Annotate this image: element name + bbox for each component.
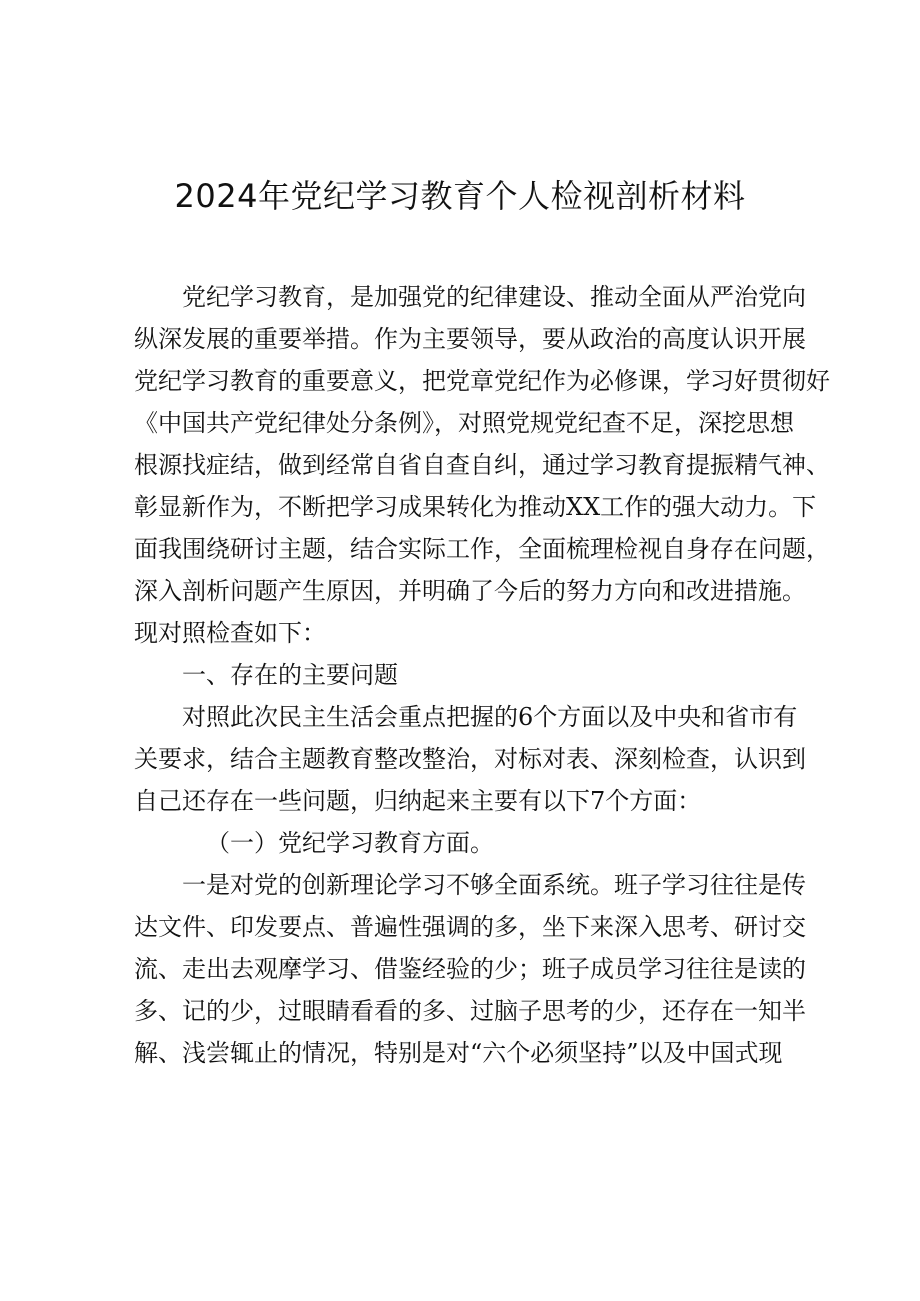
subsection-heading: （一）党纪学习教育方面。 xyxy=(206,829,494,857)
text-line: 党纪学习教育的重要意义，把党章党纪作为必修课，学习好贯彻好 xyxy=(134,367,830,395)
intro-paragraph xyxy=(134,276,830,654)
document-title: 2024年党纪学习教育个人检视剖析材料 xyxy=(174,177,746,215)
subsection-paragraph xyxy=(134,864,806,1074)
text-line: 面我围绕研讨主题，结合实际工作，全面梳理检视自身存在问题， xyxy=(134,535,830,563)
text-line: 现对照检查如下： xyxy=(134,619,326,647)
text-line: 流、走出去观摩学习、借鉴经验的少；班子成员学习往往是读的 xyxy=(134,955,806,983)
text-line: 深入剖析问题产生原因，并明确了今后的努力方向和改进措施。 xyxy=(134,577,806,605)
document-body xyxy=(134,276,830,1074)
text-line: 《中国共产党纪律处分条例》，对照党规党纪查不足，深挖思想 xyxy=(134,409,794,437)
text-line: 达文件、印发要点、普遍性强调的多，坐下来深入思考、研讨交 xyxy=(134,913,806,941)
text-line: 根源找症结，做到经常自省自查自纠，通过学习教育提振精气神、 xyxy=(134,451,830,479)
text-line: 党纪学习教育，是加强党的纪律建设、推动全面从严治党向 xyxy=(182,283,806,311)
text-line: 对照此次民主生活会重点把握的6个方面以及中央和省市有 xyxy=(182,703,798,731)
text-line: 彰显新作为，不断把学习成果转化为推动XX工作的强大动力。下 xyxy=(134,493,817,521)
text-line: 多、记的少，过眼睛看看的多、过脑子思考的少，还存在一知半 xyxy=(134,997,806,1025)
text-line: 纵深发展的重要举措。作为主要领导，要从政治的高度认识开展 xyxy=(134,325,806,353)
text-line: 自己还存在一些问题，归纳起来主要有以下7个方面： xyxy=(134,787,702,815)
section-paragraph xyxy=(134,696,806,822)
text-line: 一是对党的创新理论学习不够全面系统。班子学习往往是传 xyxy=(182,871,806,899)
section-heading: 一、存在的主要问题 xyxy=(182,661,398,689)
text-line: 解、浅尝辄止的情况，特别是对“六个必须坚持”以及中国式现 xyxy=(134,1039,783,1067)
text-line: 关要求，结合主题教育整改整治，对标对表、深刻检查，认识到 xyxy=(134,745,806,773)
